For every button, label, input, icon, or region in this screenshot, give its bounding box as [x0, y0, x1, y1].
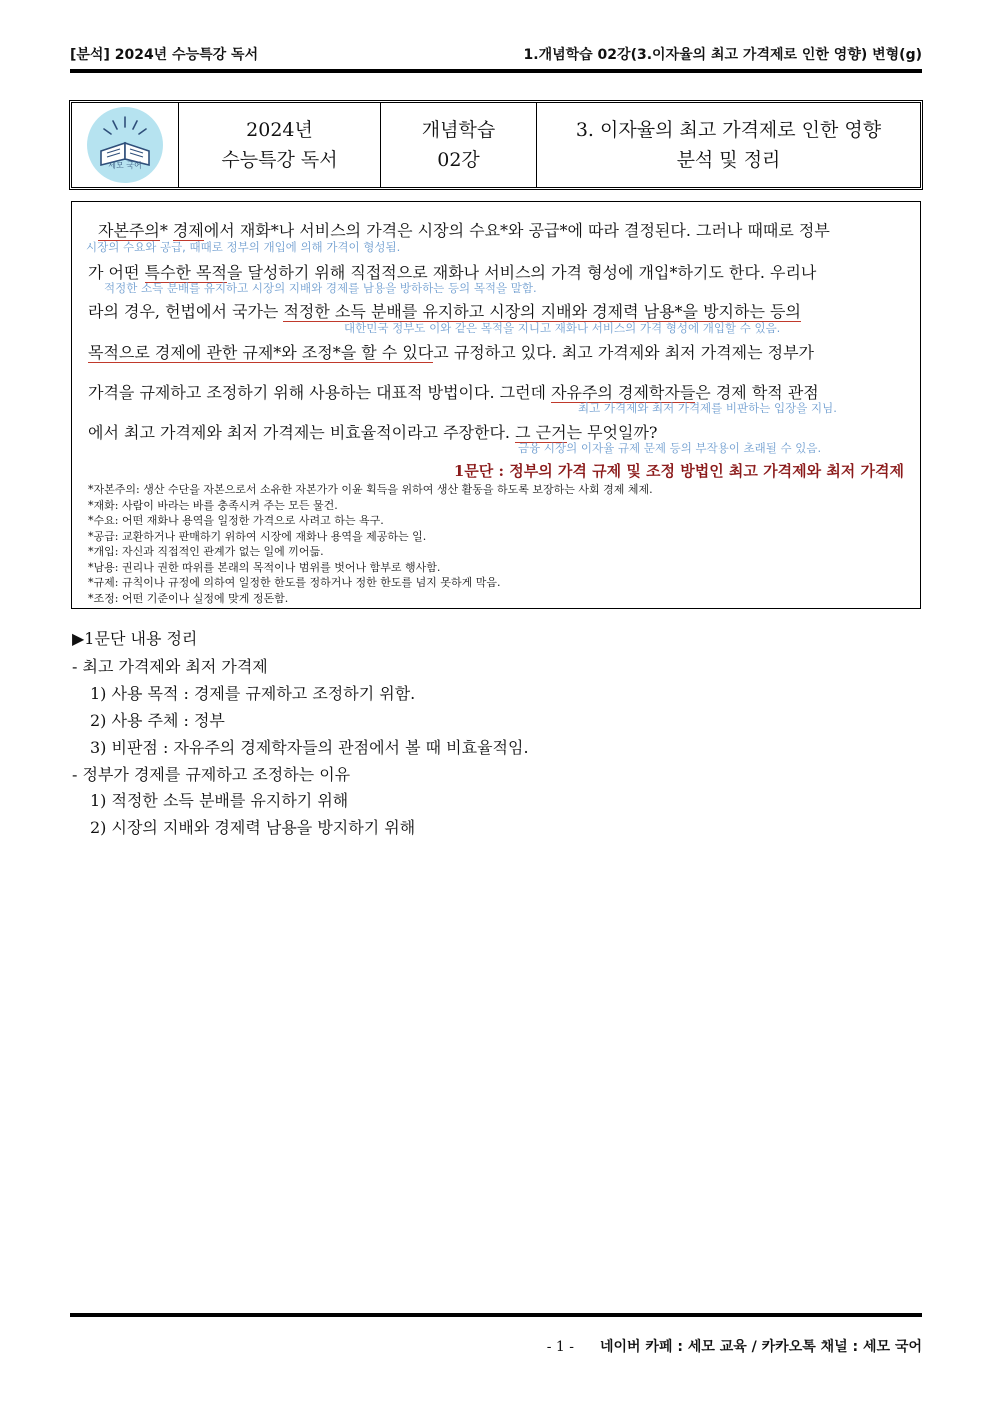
footer-divider [70, 1313, 922, 1317]
summary-item: 1) 사용 목적 : 경제를 규제하고 조정하기 위함. [90, 684, 416, 703]
summary-item: 1) 적정한 소득 분배를 유지하기 위해 [90, 791, 349, 810]
annotation: 적정한 소득 분배를 유지하고 시장의 지배와 경제를 남용을 방하하는 등의 목적을 말함. [104, 281, 537, 295]
passage-line: 자본주의* 경제에서 재화*나 서비스의 가격은 시장의 수요*와 공급*에 따라 결정된다. 그러나 때때로 정부 [98, 221, 830, 240]
lesson-cell [381, 103, 537, 187]
header-right-title: 1.개념학습 02강(3.이자율의 최고 가격제로 인한 영향) 변형(g) [523, 47, 922, 63]
topic-title: 3. 이자율의 최고 가격제로 인한 영향 [575, 119, 882, 141]
title-table [69, 100, 923, 190]
topic-subtitle: 분석 및 정리 [676, 149, 781, 171]
passage-line: 가 어떤 특수한 목적을 달성하기 위해 직접적으로 재화나 서비스의 가격 형성에 개입*하기도 한다. 우리나 [88, 263, 817, 282]
glossary-item: *개입: 자신과 직접적인 관계가 없는 일에 끼어듦. [88, 545, 324, 558]
passage-box [71, 201, 921, 609]
footer-channel-text: 네이버 카페 : 세모 교육 / 카카오톡 채널 : 세모 국어 [599, 1339, 922, 1355]
logo-text: 세모 국어 [108, 161, 142, 170]
lesson-number: 02강 [437, 149, 480, 171]
topic-cell [537, 103, 920, 187]
annotation: 대한민국 정부도 이와 같은 목적을 지니고 재화나 서비스의 가격 형성에 개입할 수 있음. [344, 321, 781, 335]
annotation: 금융 시장의 이자율 규제 문제 등의 부작용이 초래될 수 있음. [518, 441, 822, 455]
summary-heading: ▶1문단 내용 정리 [72, 629, 198, 648]
summary-item: 2) 사용 주체 : 정부 [90, 711, 225, 730]
passage-line: 라의 경우, 헌법에서 국가는 적정한 소득 분배를 유지하고 시장의 지배와 경제력 남용*을 방지하는 등의 [88, 302, 801, 321]
book-name: 수능특강 독서 [221, 149, 338, 171]
glossary-item: *규제: 규칙이나 규정에 의하여 일정한 한도를 정하거나 정한 한도를 넘지 못하게 막음. [88, 576, 501, 589]
glossary-item: *공급: 교환하거나 판매하기 위하여 시장에 재화나 용역을 제공하는 일. [88, 529, 427, 543]
passage-line: 에서 최고 가격제와 최저 가격제는 비효율적이라고 주장한다. 그 근거는 무엇일까? [88, 423, 658, 442]
glossary-item: *재화: 사람이 바라는 바를 충족시켜 주는 모든 물건. [88, 498, 338, 512]
summary-item: 2) 시장의 지배와 경제력 남용을 방지하기 위해 [90, 818, 416, 837]
book-logo-icon [87, 107, 163, 183]
glossary-item: *자본주의: 생산 수단을 자본으로서 소유한 자본가가 이윤 획득을 위하여 생산 활동을 하도록 보장하는 사회 경제 체제. [88, 483, 653, 496]
summary-item: - 최고 가격제와 최저 가격제 [72, 657, 268, 676]
page-header [70, 44, 922, 66]
annotation: 시장의 수요와 공급, 때때로 정부의 개입에 의해 가격이 형성됨. [86, 240, 401, 254]
summary-item: - 정부가 경제를 규제하고 조정하는 이유 [72, 765, 351, 784]
header-divider [70, 69, 922, 73]
summary-item: 3) 비판점 : 자유주의 경제학자들의 관점에서 볼 때 비효율적임. [90, 738, 529, 757]
book-year: 2024년 [246, 119, 313, 141]
logo-cell [72, 103, 179, 187]
annotation: 최고 가격제와 최저 가격제를 비판하는 입장을 지님. [578, 401, 837, 415]
page-number: - 1 - [546, 1339, 574, 1355]
glossary-item: *수요: 어떤 재화나 용역을 일정한 가격으로 사려고 하는 욕구. [88, 514, 384, 527]
page-footer [547, 1336, 922, 1356]
book-title-cell [179, 103, 381, 187]
passage-line: 목적으로 경제에 관한 규제*와 조정*을 할 수 있다고 규정하고 있다. 최고 가격제와 최저 가격제는 정부가 [88, 343, 815, 362]
glossary-item: *조정: 어떤 기준이나 실정에 맞게 정돈함. [88, 591, 289, 605]
glossary [88, 482, 653, 606]
glossary-item: *남용: 권리나 권한 따위를 본래의 목적이나 범위를 벗어나 함부로 행사함. [88, 560, 441, 574]
lesson-type: 개념학습 [421, 119, 496, 141]
header-left-title: [분석] 2024년 수능특강 독서 [70, 47, 259, 63]
paragraph-summary-label: 1문단 : 정부의 가격 규제 및 조정 방법인 최고 가격제와 최저 가격제 [453, 462, 904, 480]
passage-line: 가격을 규제하고 조정하기 위해 사용하는 대표적 방법이다. 그런데 자유주의 경제학자들은 경제 학적 관점 [88, 383, 819, 402]
